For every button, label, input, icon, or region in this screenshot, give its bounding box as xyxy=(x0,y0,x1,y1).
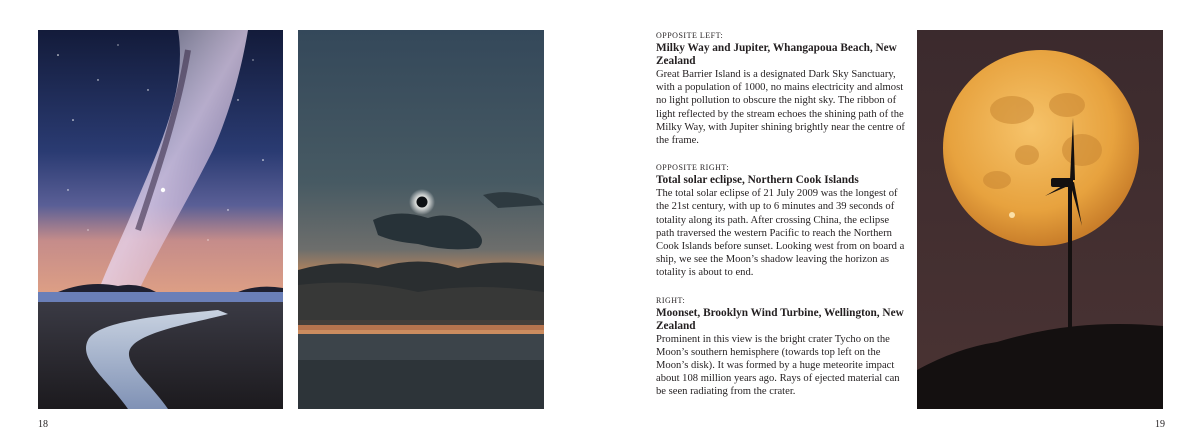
solar-eclipse-photo xyxy=(298,30,544,409)
caption-title: Total solar eclipse, Northern Cook Islands xyxy=(656,174,859,187)
caption-moonset xyxy=(656,295,906,399)
caption-body: The total solar eclipse of 21 July 2009 was the longest of the 21st century, with up to 6 minutes and 39 seconds of totality along its path. After crossing China, the eclipse path traversed the western Pacific to reach the Northern Cook Islands before sunset. Looking west from on board a ship, we see the Moon’s shadow leaving the horizon as totality is about to end. xyxy=(656,188,905,279)
caption-title: Milky Way and Jupiter, Whangapoua Beach, New Zealand xyxy=(656,42,897,67)
milky-way-beach-photo xyxy=(38,30,283,409)
caption-eclipse xyxy=(656,162,906,279)
caption-title: Moonset, Brooklyn Wind Turbine, Wellington, New Zealand xyxy=(656,306,904,332)
page-number-left: 18 xyxy=(38,419,48,430)
caption-label: OPPOSITE RIGHT: xyxy=(656,163,730,173)
caption-body: Great Barrier Island is a designated Dark Sky Sanctuary, with a population of 1000, no mains electricity and almost no light pollution to obscure the night sky. The ribbon of light reflected by the stream echoes the shining path of the Milky Way, with Jupiter shining brightly near the centre of the frame. xyxy=(656,69,905,147)
caption-milky-way xyxy=(656,30,906,147)
caption-label: OPPOSITE LEFT: xyxy=(656,31,724,40)
caption-body: Prominent in this view is the bright crater Tycho on the Moon’s southern hemisphere (towards top left on the Moon’s disk). It was formed by a huge meteorite impact about 108 million years ago. Rays of ejected material can be seen radiating from the crater. xyxy=(656,333,900,398)
captions-column xyxy=(656,30,906,414)
page-number-right: 19 xyxy=(1155,419,1165,430)
moonset-wind-turbine-photo xyxy=(917,30,1163,409)
caption-label: RIGHT: xyxy=(656,295,686,305)
